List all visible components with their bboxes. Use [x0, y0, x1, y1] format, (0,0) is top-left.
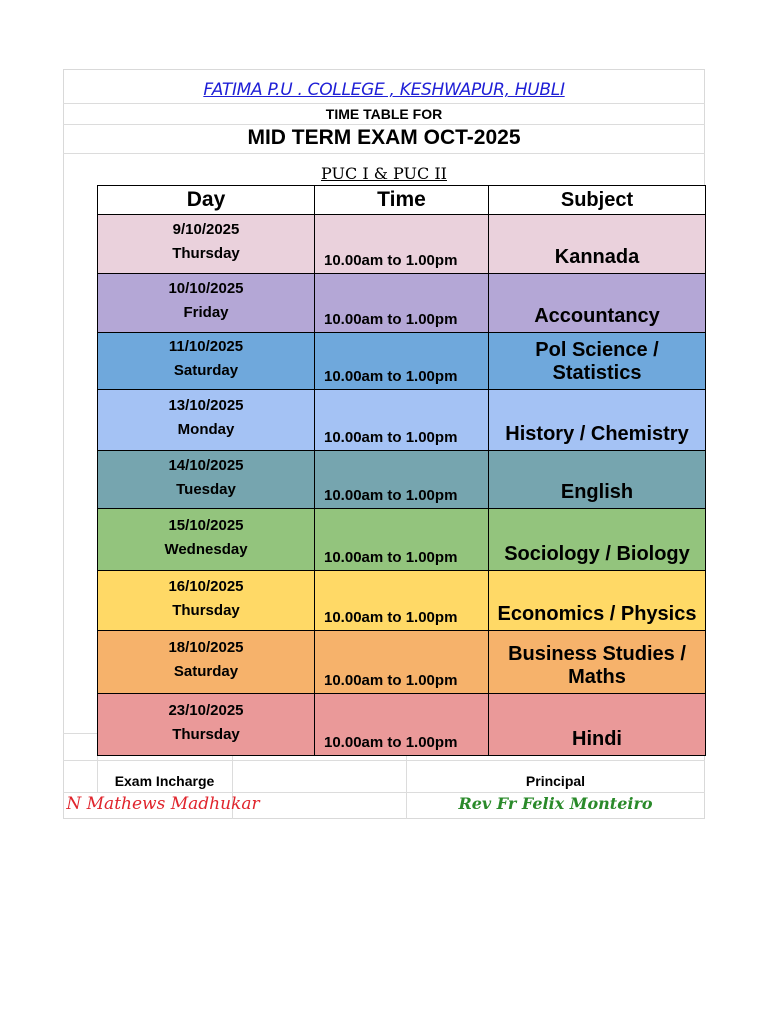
weekday: Thursday — [172, 601, 240, 619]
date: 13/10/2025 — [168, 397, 244, 414]
table-row — [98, 333, 706, 390]
table-row — [98, 451, 706, 509]
day-cell — [98, 333, 315, 390]
time-cell: 10.00am to 1.00pm — [315, 571, 489, 631]
weekday: Saturday — [173, 663, 239, 680]
date: 15/10/2025 — [168, 516, 244, 534]
day-cell — [98, 215, 315, 274]
column-header-subject: Subject — [489, 186, 706, 215]
table-row — [98, 390, 706, 451]
subject-cell: Business Studies / Maths — [489, 631, 706, 694]
date: 23/10/2025 — [168, 701, 244, 719]
exam-incharge-label: Exam Incharge — [114, 773, 215, 789]
time-cell: 10.00am to 1.00pm — [315, 451, 489, 509]
grid-line — [63, 792, 705, 793]
grid-line — [63, 760, 705, 761]
time-cell: 10.00am to 1.00pm — [315, 509, 489, 571]
subject-cell: Economics / Physics — [489, 571, 706, 631]
table-row — [98, 571, 706, 631]
weekday: Tuesday — [176, 480, 236, 498]
date: 18/10/2025 — [168, 639, 244, 656]
weekday: Thursday — [172, 725, 240, 743]
time-cell: 10.00am to 1.00pm — [315, 631, 489, 694]
day-cell — [98, 451, 315, 509]
table-row — [98, 274, 706, 333]
grid-line — [63, 153, 705, 154]
weekday: Wednesday — [164, 540, 248, 558]
day-cell — [98, 694, 315, 756]
grid-line — [63, 124, 705, 125]
date: 16/10/2025 — [168, 577, 244, 595]
table-header-row — [98, 186, 706, 215]
weekday: Saturday — [173, 362, 239, 379]
time-cell: 10.00am to 1.00pm — [315, 694, 489, 756]
timetable — [97, 185, 706, 756]
subject-cell: Accountancy — [489, 274, 706, 333]
exam-incharge-signature: N Mathews Madhukar — [66, 794, 260, 814]
subject-cell: History / Chemistry — [489, 390, 706, 451]
table-row — [98, 631, 706, 694]
principal-label: Principal — [525, 773, 586, 789]
class-names: PUC I & PUC II — [321, 164, 447, 183]
day-cell — [98, 390, 315, 451]
day-cell — [98, 631, 315, 694]
weekday: Monday — [177, 421, 235, 438]
exam-title: MID TERM EXAM OCT-2025 — [247, 126, 521, 149]
time-cell: 10.00am to 1.00pm — [315, 390, 489, 451]
time-cell: 10.00am to 1.00pm — [315, 333, 489, 390]
date: 11/10/2025 — [168, 338, 244, 355]
grid-line — [63, 103, 705, 104]
column-header-time: Time — [315, 186, 489, 215]
weekday: Friday — [183, 304, 229, 321]
table-row — [98, 509, 706, 571]
subject-cell: Kannada — [489, 215, 706, 274]
day-cell — [98, 509, 315, 571]
college-title: FATIMA P.U . COLLEGE , KESHWAPUR, HUBLI — [203, 80, 565, 100]
subject-cell: Pol Science / Statistics — [489, 333, 706, 390]
weekday: Thursday — [172, 245, 240, 262]
date: 9/10/2025 — [172, 221, 240, 238]
subtitle: TIME TABLE FOR — [325, 106, 443, 122]
date: 10/10/2025 — [168, 280, 244, 297]
column-header-day: Day — [98, 186, 315, 215]
time-cell: 10.00am to 1.00pm — [315, 274, 489, 333]
table-row — [98, 694, 706, 756]
table-row — [98, 215, 706, 274]
day-cell — [98, 571, 315, 631]
subject-cell: Hindi — [489, 694, 706, 756]
principal-signature: Rev Fr Felix Monteiro — [458, 794, 653, 813]
subject-cell: English — [489, 451, 706, 509]
date: 14/10/2025 — [168, 456, 244, 474]
time-cell: 10.00am to 1.00pm — [315, 215, 489, 274]
day-cell — [98, 274, 315, 333]
subject-cell: Sociology / Biology — [489, 509, 706, 571]
